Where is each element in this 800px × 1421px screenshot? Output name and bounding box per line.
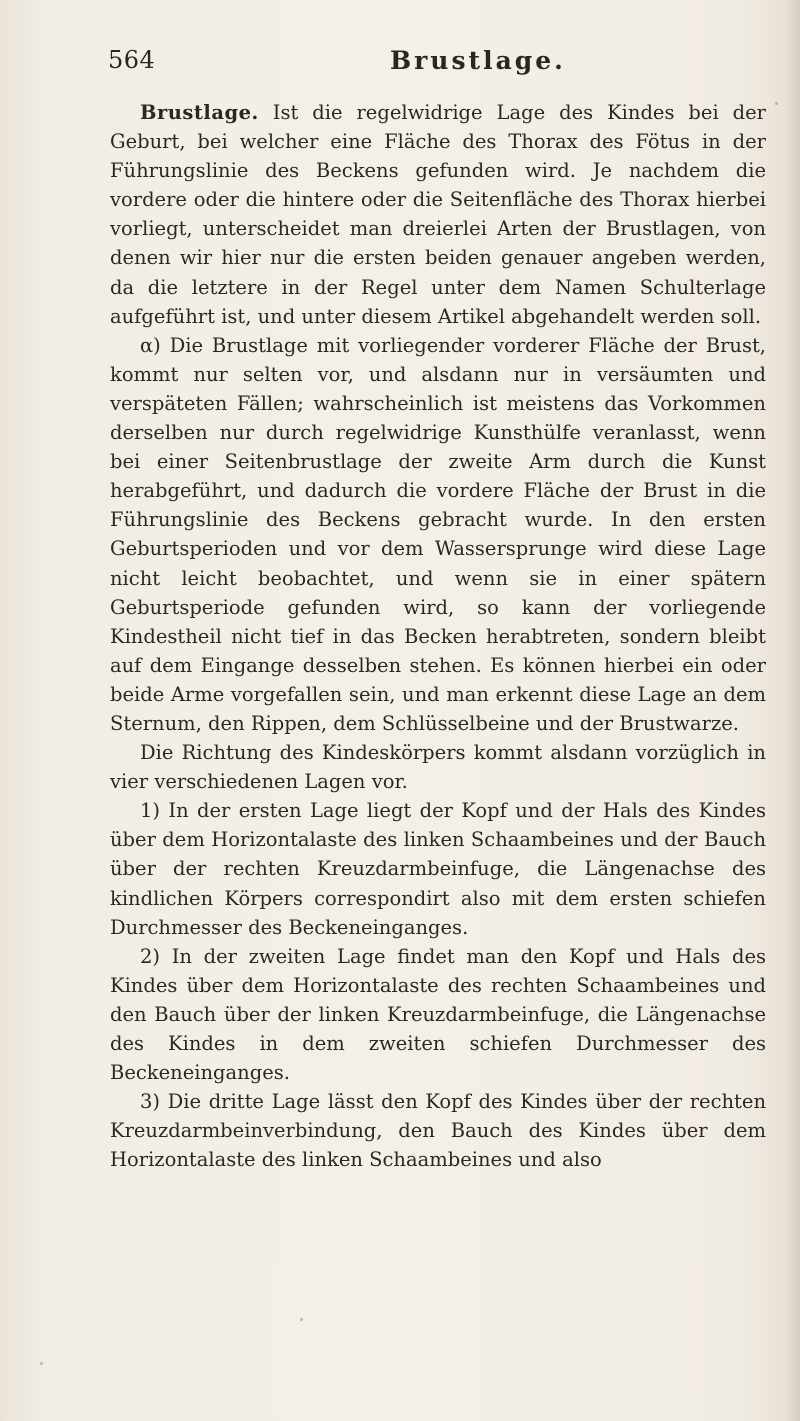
- paper-speck: [300, 1318, 303, 1321]
- article-lemma: Brustlage.: [140, 101, 259, 124]
- paragraph-second-position: 2) In der zweiten Lage findet man den Kopf und Hals des Kindes über dem Horizontalaste des rechten Schaambeines und den Bauch über der linken Kreuzdarmbeinfuge, die Längenachse des Kindes in dem zweiten schiefen Durchmesser des Beckeneinganges.: [110, 944, 766, 1085]
- paper-speck: [40, 1362, 43, 1365]
- paragraph-direction: Die Richtung des Kindeskörpers kommt alsdann vorzüglich in vier verschiedenen Lagen vor.: [110, 741, 766, 794]
- article-body: [110, 98, 766, 1174]
- paragraph-intro: [110, 98, 766, 331]
- paragraph-third-position: 3) Die dritte Lage lässt den Kopf des Kindes über der rechten Kreuzdarmbeinverbindung, den Bauch des Kindes über dem Horizontalaste des linken Schaambeines und also: [110, 1090, 766, 1172]
- page-number: 564: [108, 46, 156, 74]
- paragraph-alpha: α) Die Brustlage mit vorliegender vorderer Fläche der Brust, kommt nur selten vor, und alsdann nur in versäumten und verspäteten Fällen; wahrscheinlich ist meistens das Vorkommen derselben nur durch regelwidrige Kunsthülfe veranlasst, wenn bei einer Seitenbrustlage der zweite Arm durch die Kunst herabgeführt, und dadurch die vordere Fläche der Brust in die Führungslinie des Beckens gebracht wurde. In den ersten Geburtsperioden und vor dem Wassersprunge wird diese Lage nicht leicht beobachtet, und wenn sie in einer spätern Geburtsperiode gefunden wird, so kann der vorliegende Kindestheil nicht tief in das Becken herabtreten, sondern bleibt auf dem Eingange desselben stehen. Es können hierbei ein oder beide Arme vorgefallen sein, und man erkennt diese Lage an dem Sternum, den Rippen, dem Schlüsselbeine und der Brustwarze.: [110, 333, 766, 735]
- running-head: Brustlage.: [390, 46, 566, 75]
- page-edge-shadow: [786, 0, 800, 1421]
- page-header: [0, 46, 800, 86]
- paper-speck: [775, 102, 778, 105]
- paragraph-first-position: 1) In der ersten Lage liegt der Kopf und der Hals des Kindes über dem Horizontalaste des linken Schaambeines und der Bauch über der rechten Kreuzdarmbeinfuge, die Längenachse des kindlichen Körpers correspondirt also mit dem ersten schiefen Durchmesser des Beckeneinganges.: [110, 799, 766, 939]
- paragraph-intro-text: Ist die regelwidrige Lage des Kindes bei der Geburt, bei welcher eine Fläche des Thorax des Fötus in der Führungslinie des Beckens gefunden wird. Je nachdem die vordere oder die hintere oder die Seitenfläche des Thorax hierbei vorliegt, unterscheidet man dreierlei Arten der Brustlagen, von denen wir hier nur die ersten beiden genauer angeben werden, da die letztere in der Regel unter dem Namen Schulterlage aufgeführt ist, und unter diesem Artikel abgehandelt werden soll.: [110, 101, 766, 328]
